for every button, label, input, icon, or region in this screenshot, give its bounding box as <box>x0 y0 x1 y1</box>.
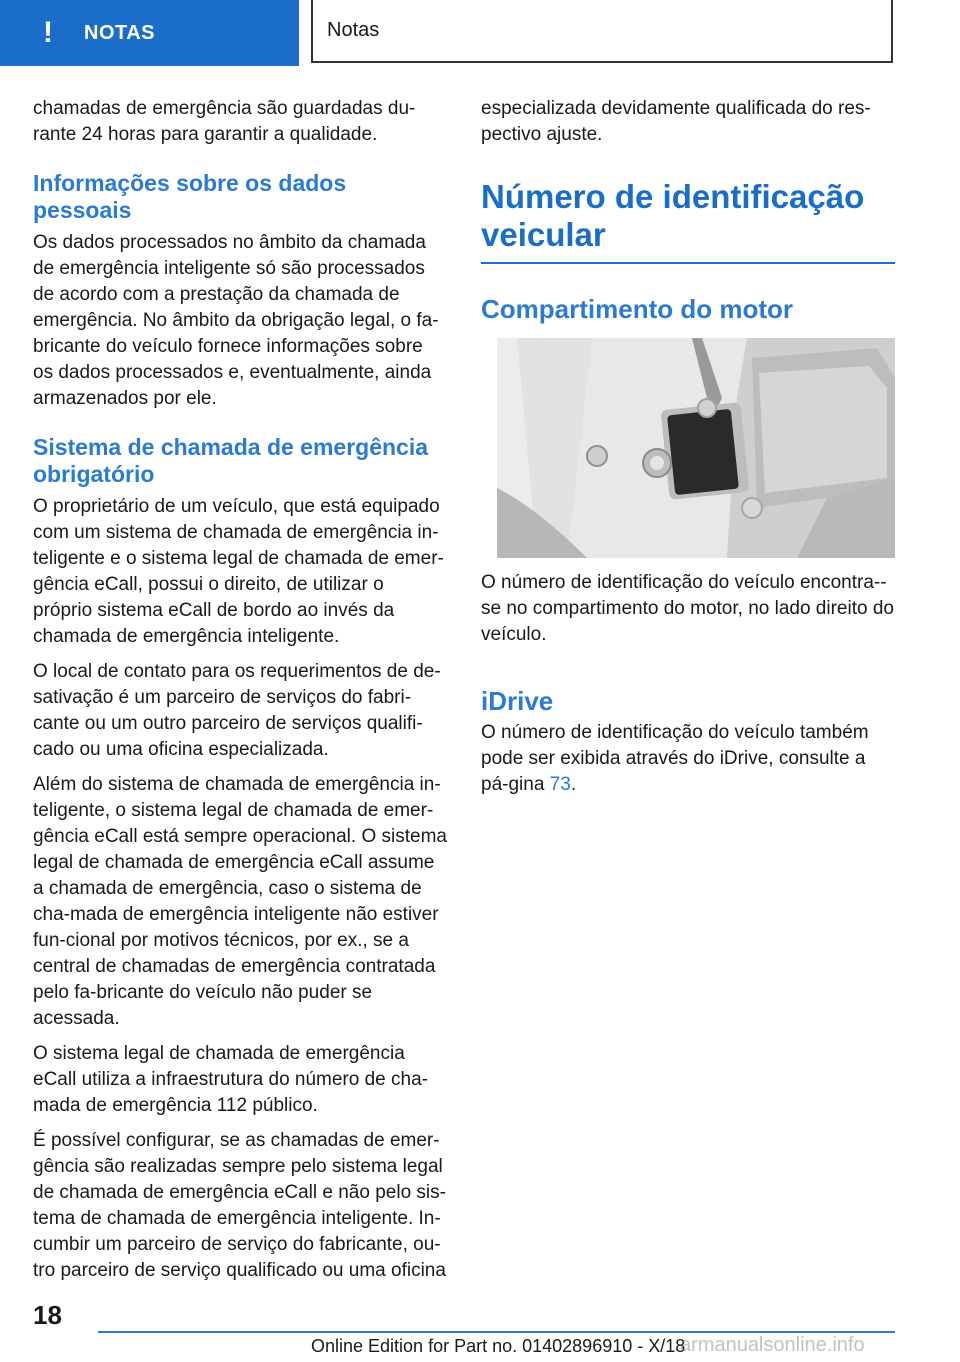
heading-mandatory-ecall: Sistema de chamada de emergência obrigatório <box>33 434 429 487</box>
heading-idrive: iDrive <box>481 686 554 716</box>
paragraph-idrive <box>481 720 895 798</box>
heading-personal-data: Informações sobre os dados pessoais <box>33 170 347 223</box>
engine-compartment-illustration <box>497 338 895 558</box>
paragraph-engine-compartment: O número de identificação do veículo encontra--se no compartimento do motor, no lado direito do veículo. <box>481 572 894 645</box>
heading-vin: Número de identificação veicular <box>481 178 895 264</box>
paragraph-personal-data: Os dados processados no âmbito da chamada de emergência inteligente só são processados de acordo com a prestação da chamada de emergência. No âmbito da obrigação legal, o fa-bricante do veículo fornece informações sobre os dados processados e, eventualmente, ainda armazenados por ele. <box>33 232 439 409</box>
paragraph-mandatory-2: O local de contato para os requerimentos de de-sativação é um parceiro de serviços do fabri-cante ou um outro parceiro de serviços qualifi-cado ou uma oficina especializada. <box>33 661 441 760</box>
paragraph-mandatory-4: O sistema legal de chamada de emergência eCall utiliza a infraestrutura do número de cha-mada de emergência 112 público. <box>33 1043 428 1116</box>
left-column <box>33 96 447 1293</box>
paragraph-continued: especializada devidamente qualificada do res-pectivo ajuste. <box>481 98 871 145</box>
page-number: 18 <box>33 1300 62 1330</box>
paragraph-idrive-end: . <box>570 774 577 795</box>
heading-engine-compartment: Compartimento do motor <box>481 294 793 324</box>
section-tab[interactable] <box>311 0 893 63</box>
paragraph-intro: chamadas de emergência são guardadas du-rante 24 horas para garantir a qualidade. <box>33 98 416 145</box>
page-header <box>0 0 960 66</box>
footer-divider <box>98 1331 895 1333</box>
paragraph-mandatory-3: Além do sistema de chamada de emergência in-teligente, o sistema legal de chamada de emer-gência eCall está sempre operacional. O sistema legal de chamada de emergência eCall assume a chamada de emergência, caso o sistema de cha-mada de emergência inteligente não estiver fun-cional por motivos técnicos, por ex., se a central de chamadas de emergência contratada pelo fa-bricante do veículo não puder se acessada. <box>33 774 447 1029</box>
section-label: Notas <box>327 19 380 41</box>
right-column <box>481 96 895 807</box>
paragraph-mandatory-1: O proprietário de um veículo, que está equipado com um sistema de chamada de emergência in-teligente e o sistema legal de chamada de emer-gência eCall, possui o direito, de utilizar o próprio sistema eCall de bordo ao invés da chamada de emergência inteligente. <box>33 496 444 647</box>
chapter-tab[interactable] <box>0 0 299 66</box>
watermark: armanualsonline.info <box>680 1334 865 1356</box>
engine-compartment-image <box>497 338 895 558</box>
exclamation-icon: ! <box>43 16 53 49</box>
paragraph-idrive-text: O número de identificação do veículo também pode ser exibida através do iDrive, consulte a pá-gina <box>481 722 869 795</box>
footer-edition: Online Edition for Part no. 01402896910 - X/18 <box>311 1336 686 1356</box>
paragraph-mandatory-5: É possível configurar, se as chamadas de emer-gência são realizadas sempre pelo sistema legal de chamada de emergência eCall e não pelo sis-tema de chamada de emergência inteligente. In-cumbir um parceiro de serviço do fabricante, ou-tro parceiro de serviço qualificado ou uma oficina <box>33 1130 446 1281</box>
page-reference-link[interactable]: 73 <box>549 774 571 795</box>
chapter-label: NOTAS <box>84 21 156 44</box>
